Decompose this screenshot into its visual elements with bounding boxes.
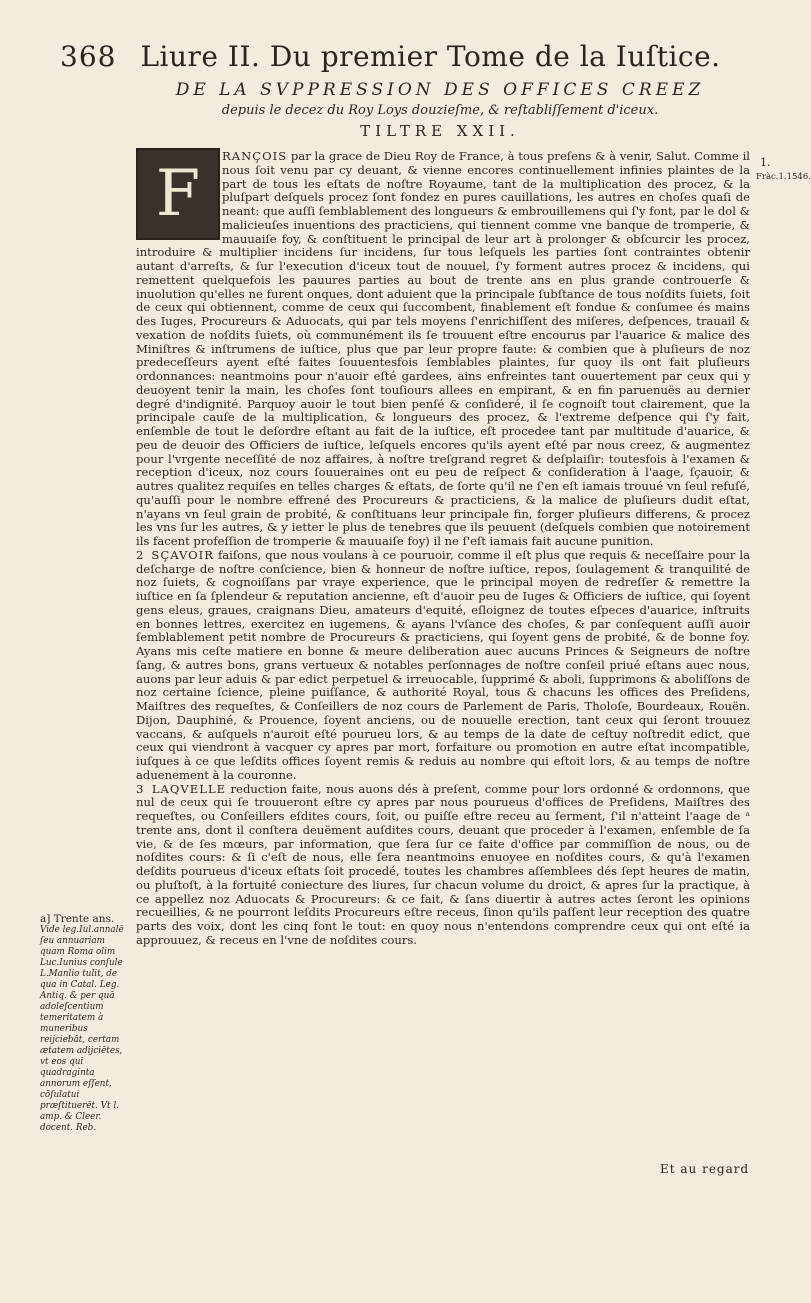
paragraph-number: 3 bbox=[136, 781, 144, 796]
section-heading: DE LA SVPPRESSION DES OFFICES CREEZ bbox=[175, 80, 705, 100]
paragraph-text: reduction faite, nous auons dés à preſent, comme pour lors ordonné & ordonnons, que nul de ceux qui ſe trouueront eſtre cy apres par nous pourueus d'offices de Preſidens, Maiſtres des requeſtes, ou Conſeillers eſdites cours, ſoit, ou puiſſe eſtre receu au ſerment, ſ'il n'atteint l'aage de ᵃ trente ans, dont il conſtera deuëment auſdites cours, deuant que proceder à l'examen, enſemble de ſa vie, & de ſes mœurs, par information, que ſera ſur ce faite d'office par commiſſion de nous, ou de noſdites cours: & ſi c'eſt de nous, elle ſera neantmoins enuoyee en noſdites cours, & qu'à l'examen deſdits pourueus d'iceux eſtats ſoit procedé, toutes les chambres aſſemblees dés ſept heures de matin, ou pluſtoſt, à la fortuité coniecture des liures, ſur chacun volume du droict, & apres ſur la practique, à ce appellez noz Aduocats & Procureurs: & ce fait, & ſans diuertir à autres actes ſeront les opinions recueillies, & ne pourront leſdits Procureurs eſtre receus, ſinon qu'ils paſſent leur reception des quatre parts des voix, dont les cinq font le tout: en quoy nous n'entendons comprendre ceux qui ont eſté ia approuuez, & receus en l'vne de noſdites cours. bbox=[136, 781, 750, 947]
paragraph-1 bbox=[136, 150, 750, 549]
paragraph-lead: LAQVELLE bbox=[151, 781, 227, 796]
paragraph-lead: SÇAVOIR bbox=[151, 547, 214, 562]
note-lead: a] Trente ans. bbox=[40, 913, 115, 925]
initial-spacer bbox=[136, 150, 222, 236]
running-title: Liure II. Du premier Tome de la Iuſtice. bbox=[140, 40, 721, 73]
running-header bbox=[60, 40, 780, 84]
paragraph-text: faiſons, que nous voulans à ce pouruoir, comme il eſt plus que requis & neceſſaire pour la deſcharge de noſtre conſcience, bien & honneur de noſtre iuſtice, repos, ſoulagement & tranquilité de noz ſuiets, & cognoiſſans par vraye experience, que le principal moyen de redreſſer & remettre la iuſtice en ſa ſplendeur & reputation ancienne, eſt d'auoir peu de Iuges & Officiers de iuſtice, qui ſoyent gens eleus, graues, craignans Dieu, amateurs d'equité, eſloignez de toutes eſpeces d'auarice, inſtruits en bonnes lettres, exercitez en iugemens, & ayans l'vſance des choſes, & par conſequent auſſi auoir ſemblablement petit nombre de Procureurs & practiciens, qui ſoyent gens de probité, & de bonne foy. Ayans mis ceſte matiere en bonne & meure deliberation auec aucuns Princes & Seigneurs de noſtre ſang, & autres bons, grans vertueux & notables perſonnages de noſtre conſeil priué eſtans auec nous, auons par leur aduis & par edict perpetuel & irreuocable, ſupprimé & aboli, ſupprimons & aboliſſons de noz certaine ſcience, pleine puiſſance, & authorité Royal, tous & chacuns les offices des Preſidens, Maiſtres des requeſtes, & Conſeillers de noz cours de Parlement de Paris, Tholoſe, Bourdeaux, Rouën. Dijon, Dauphiné, & Prouence, ſoyent anciens, ou de nouuelle erection, tant ceux qui ſeront trouuez vaccans, & auſquels n'auroit eſté pourueu lors, & au temps de la date de ceſtuy noſtredit edict, que ceux qui viendront à vacquer cy apres par mort, forfaiture ou promotion en autre eſtat incompatible, iuſques à ce que leſdits offices ſoyent remis & reduis au nombre qui eſtoit lors, & au temps de noſtre aduenement à la couronne. bbox=[136, 547, 750, 782]
initial-letter: F bbox=[155, 157, 201, 231]
margin-number: 1. bbox=[760, 156, 771, 169]
note-text: Vide leg.Iul.annalē ſeu annuariam quam Roma olim Luc.Iunius conſule L.Manlio tulit, de qua in Catal. Leg. Antiq. & per quā adoleſcentium temeritatem à muneribus reijciebāt, certam ætatem adijciētes, vt eos qui quadraginta annorum eſſent, cōſulatui præſtituerēt. Vt l. amp. & Cleer. docent. Reb. bbox=[40, 925, 124, 1133]
page-number: 368 bbox=[60, 40, 117, 73]
catchword: Et au regard bbox=[660, 1162, 750, 1176]
marginal-note bbox=[40, 914, 132, 1134]
paragraph-lead: RANÇOIS bbox=[222, 149, 288, 163]
paragraph-3 bbox=[136, 783, 750, 948]
margin-reference: Fràc.1.1546. bbox=[756, 172, 811, 182]
paragraph-number: 2 bbox=[136, 547, 144, 562]
paragraph-2 bbox=[136, 549, 750, 783]
body-text bbox=[136, 150, 750, 948]
section-subheading: depuis le decez du Roy Loys douzieſme, & reſtabliſſement d'iceux. bbox=[221, 103, 659, 118]
titre-label: TILTRE XXII. bbox=[360, 122, 520, 140]
paragraph-text: par la grace de Dieu Roy de France, à tous preſens & à venir, Salut. Comme il nous ſoit venu par cy deuant, & vienne encores continuellement infinies plaintes de la part de tous les eſtats de noſtre Royaume, tant de la multiplication des procez, & la pluſpart deſquels procez ſont fondez en pures cauillations, les autres en choſes quaſi de neant: que auſſi ſemblablement des longueurs & embrouillemens qui ſ'y font, par le dol & malicieuſes inuentions des practiciens, qui tiennent comme vne banque de tromperie, & mauuaiſe foy, & conſtituent le principal de leur art à prolonger & obſcurcir les procez, introduire & multiplier incidens ſur incidens, ſur tous leſquels les parties ſont contraintes obtenir autant d'arreſts, & ſur l'execution d'iceux tout de nouuel, ſ'y forment autres procez & incidens, qui remettent quelquefois les pauures parties au bout de trente ans en plus grande controuerſe & inuolution qu'elles ne furent onques, dont aduient que la principale ſubſtance de tous noſdits ſuiets, ſoit de ceux qui obtiennent, comme de ceux qui ſuccombent, finablement eſt fondue & conſumee és mains des Iuges, Procureurs & Aduocats, qui par tels moyens ſ'enrichiſſent des miſeres, deſpences, trauail & vexation de noſdits ſuiets, où communément ils ſe trouuent eſtre encourus par l'auarice & malice des Miniſtres & inſtrumens de iuſtice, plus que par leur propre faute: & combien que à pluſieurs de noz predeceſſeurs ayent eſté faites ſouuentesfois ſemblables plaintes, ſur quoy ils ont fait pluſieurs ordonnances: neantmoins pour n'auoir eſté gardees, ains enfreintes tant ouuertement par ceux qui y deuoyent tenir la main, les choſes ſont touſiours allees en empirant, & en fin paruenuës au dernier degré d'indignité. Parquoy auoir le tout bien penſé & conſideré, il ſe cognoiſt tout clairement, que la principale cauſe de la multiplication, & longueurs des procez, & l'extreme deſpence qui ſ'y fait, enſemble de tout le deſordre eſtant au fait de la iuſtice, eſt procedee tant par multitude d'auarice, & peu de deuoir des Officiers de iuſtice, leſquels encores qu'ils ayent eſté par nous creez, & augmentez pour l'vrgente neceſſité de noz affaires, à noſtre treſgrand regret & deſplaiſir: toutesfois à l'examen & reception d'iceux, noz cours ſouueraines ont eu peu de reſpect & conſideration à l'aage, ſçauoir, & autres qualitez requiſes en telles charges & eſtats, de ſorte qu'il ne ſ'en eſt iamais trouué vn ſeul refuſé, qu'auſſi pour le nombre effrené des Procureurs & practiciens, & la malice de pluſieurs dudit eſtat, n'ayans vn ſeul grain de probité, & conſtituans leur principale fin, forger pluſieurs differens, & procez les vns ſur les autres, & y ietter le plus de tenebres que ils peuuent (deſquels combien que notoirement ils facent profeſſion de tromperie & mauuaiſe foy) il ne ſ'eſt iamais fait aucune punition. bbox=[136, 149, 750, 548]
